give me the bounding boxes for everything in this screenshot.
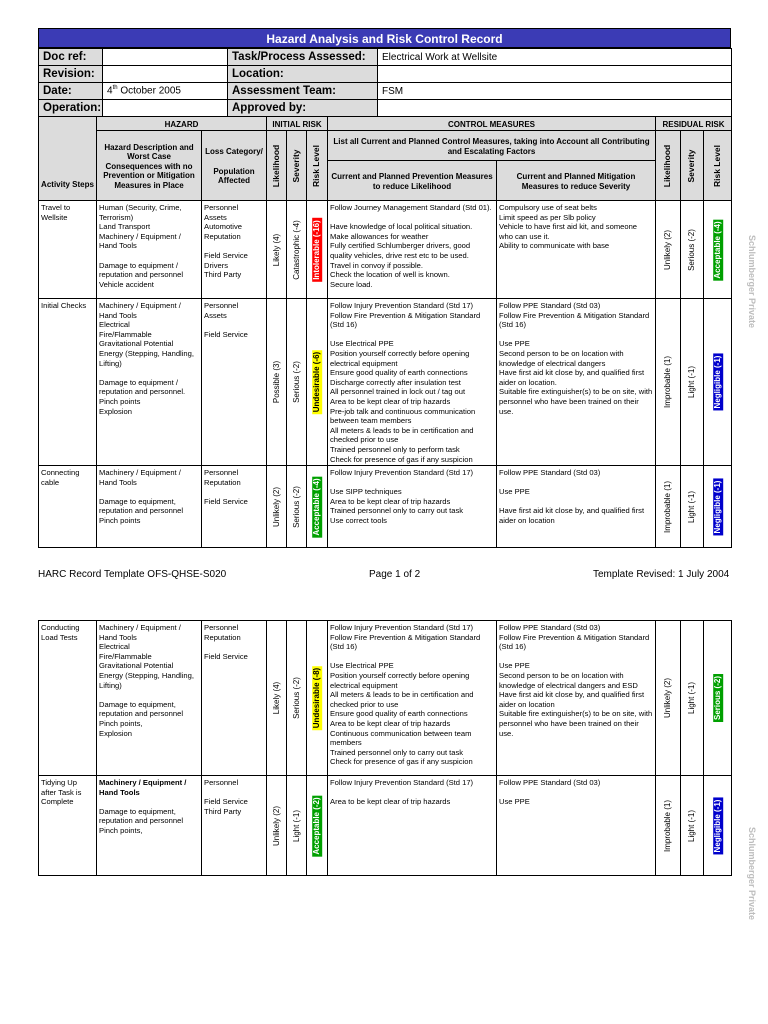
prevention-cell: Follow Injury Prevention Standard (Std 17) Follow Fire Prevention & Mitigation Standard (Std 16) Use Electrical PPE Position yourself correctly before opening electrical equipment Ensure good quality of earth connections Discharge correctly after insulation test All personnel trained in lock out / tag out Area to be kept clear of trip hazards Pre-job talk and continuous communication between team members All meters & leads to be in certification and checked prior to use Trained personnel only to perform task Check for presence of gas if any suspicion xyxy=(328,299,497,466)
date-value xyxy=(103,83,228,100)
severity-value: Light (-1) xyxy=(291,809,301,842)
footer-revision-date: Template Revised: 1 July 2004 xyxy=(593,569,730,580)
footer-page-number: Page 1 of 2 xyxy=(369,569,421,580)
task-label: Task/Process Assessed: xyxy=(228,49,378,66)
risk-badge: Undesirable (-6) xyxy=(312,351,322,413)
prevention-cell: Follow Injury Prevention Standard (Std 17) Area to be kept clear of trip hazards xyxy=(328,776,497,876)
hazard-cell: Machinery / Equipment / Hand Tools Damage to equipment, reputation and personnel Pinch points xyxy=(97,466,202,548)
res-risk-level-header xyxy=(704,131,732,201)
res-severity-cell xyxy=(681,299,704,466)
likelihood-header xyxy=(267,131,287,201)
res-severity-value: Serious (-2) xyxy=(687,228,697,271)
hazard-cell: Machinery / Equipment / Hand Tools Electrical Fire/Flammable Gravitational Potential Energy (Stepping, Handling, Lifting) Damage to equipment, reputation and personnel Pinch points, Explosion xyxy=(97,621,202,776)
activity-cell: Conducting Load Tests xyxy=(39,621,97,776)
control-measures-header: CONTROL MEASURES xyxy=(328,117,656,131)
loss-cell: Personnel Assets Automotive Reputation Field Service Drivers Third Party xyxy=(202,201,267,299)
doc-ref-label: Doc ref: xyxy=(39,49,103,66)
table-row xyxy=(39,776,732,876)
activity-cell: Initial Checks xyxy=(39,299,97,466)
activity-cell: Travel to Wellsite xyxy=(39,201,97,299)
document-title: Hazard Analysis and Risk Control Record xyxy=(38,28,731,48)
res-risk-badge: Serious (-2) xyxy=(712,675,722,721)
res-likelihood-header-text: Likelihood xyxy=(662,144,673,187)
res-severity-cell xyxy=(681,776,704,876)
operation-value xyxy=(103,100,228,117)
res-severity-cell xyxy=(681,466,704,548)
approved-label: Approved by: xyxy=(228,100,378,117)
res-likelihood-cell xyxy=(656,201,681,299)
risk-cell xyxy=(307,466,328,548)
mitigation-header: Current and Planned Mitigation Measures to reduce Severity xyxy=(497,161,656,201)
task-value: Electrical Work at Wellsite xyxy=(378,49,732,66)
res-likelihood-cell xyxy=(656,621,681,776)
loss-cell: Personnel Reputation Field Service xyxy=(202,466,267,548)
severity-value: Catastrophic (-4) xyxy=(291,219,301,280)
likelihood-header-text: Likelihood xyxy=(270,144,281,187)
prevention-header: Current and Planned Prevention Measures to reduce Likelihood xyxy=(328,161,497,201)
location-label: Location: xyxy=(228,66,378,83)
severity-value: Serious (-2) xyxy=(291,485,301,528)
hazard-group-header: HAZARD xyxy=(97,117,267,131)
hazard-table-page2 xyxy=(38,620,732,876)
revision-value xyxy=(103,66,228,83)
control-intro-header: List all Current and Planned Control Measures, taking into Account all Contributing and Escalating Factors xyxy=(328,131,656,161)
date-suffix: th xyxy=(112,85,118,92)
mitigation-cell: Follow PPE Standard (Std 03) Follow Fire Prevention & Mitigation Standard (Std 16) Use PPE Second person to be on location with knowledge of electrical dangers and ESD Have first aid kit close by, and qualified first aider on location Suitable fire extinguisher(s) to be on site, with personnel who have been trained on their use. xyxy=(497,621,656,776)
res-risk-cell xyxy=(704,466,732,548)
res-likelihood-value: Improbable (1) xyxy=(663,799,673,852)
risk-level-header xyxy=(307,131,328,201)
likelihood-cell xyxy=(267,201,287,299)
activity-steps-header: Activity Steps xyxy=(39,117,97,201)
res-severity-value: Light (-1) xyxy=(687,681,697,715)
likelihood-value: Possible (3) xyxy=(271,360,281,404)
likelihood-cell xyxy=(267,466,287,548)
hazard-description-header: Hazard Description and Worst Case Consequences with no Prevention or Mitigation Measures in Place xyxy=(97,131,202,201)
doc-ref-value xyxy=(103,49,228,66)
prevention-cell: Follow Injury Prevention Standard (Std 17) Use SIPP techniques Area to be kept clear of trip hazards Trained personnel only to carry out task Use correct tools xyxy=(328,466,497,548)
res-severity-header xyxy=(681,131,704,201)
likelihood-value: Likely (4) xyxy=(271,233,281,266)
severity-value: Serious (-2) xyxy=(291,677,301,719)
mitigation-cell: Compulsory use of seat belts Limit speed as per Slb policy Vehicle to have first aid kit, and someone who can use it. Ability to communicate with base xyxy=(497,201,656,299)
watermark-page1: Schlumberger Private xyxy=(747,235,757,329)
severity-cell xyxy=(287,201,307,299)
res-likelihood-value: Improbable (1) xyxy=(663,480,673,533)
loss-cell: Personnel Reputation Field Service xyxy=(202,621,267,776)
likelihood-value: Unlikely (2) xyxy=(271,486,281,527)
res-likelihood-header xyxy=(656,131,681,201)
table-row xyxy=(39,299,732,466)
record-header-table xyxy=(38,48,732,117)
res-risk-badge: Negligible (-1) xyxy=(712,480,722,533)
res-severity-value: Light (-1) xyxy=(687,490,697,523)
risk-cell xyxy=(307,201,328,299)
res-risk-cell xyxy=(704,201,732,299)
res-severity-header-text: Severity xyxy=(686,148,697,183)
res-risk-cell xyxy=(704,299,732,466)
activity-cell: Connecting cable xyxy=(39,466,97,548)
res-risk-badge: Negligible (-1) xyxy=(712,799,722,852)
likelihood-cell xyxy=(267,299,287,466)
prevention-cell: Follow Journey Management Standard (Std 01). Have knowledge of local political situation. Make allowances for weather Fully certified Schlumberger drivers, good quality vehicles, drive rest etc to be used. Travel in convoy if possible. Check the location of well is known. Secure load. xyxy=(328,201,497,299)
date-day: 4 xyxy=(107,85,113,97)
risk-cell xyxy=(307,776,328,876)
severity-header-text: Severity xyxy=(290,148,301,183)
residual-risk-header: RESIDUAL RISK xyxy=(656,117,732,131)
res-likelihood-cell xyxy=(656,299,681,466)
risk-badge: Intolerable (-16) xyxy=(312,219,322,280)
loss-category-header: Loss Category/ Population Affected xyxy=(202,131,267,201)
res-risk-badge: Negligible (-1) xyxy=(712,355,722,409)
likelihood-cell xyxy=(267,776,287,876)
date-label: Date: xyxy=(39,83,103,100)
mitigation-cell: Follow PPE Standard (Std 03) Follow Fire Prevention & Mitigation Standard (Std 16) Use PPE Second person to be on location with knowledge of electrical dangers Have first aid kit close by, and qualified first aider on location. Suitable fire extinguisher(s) to be on site, with personnel who have been trained on their use. xyxy=(497,299,656,466)
risk-level-header-text: Risk Level xyxy=(311,144,322,187)
hazard-cell: Human (Security, Crime, Terrorism) Land Transport Machinery / Equipment / Hand Tools Damage to equipment / reputation and personnel Vehicle accident xyxy=(97,201,202,299)
hazard-cell xyxy=(97,776,202,876)
watermark-page2: Schlumberger Private xyxy=(747,827,757,921)
risk-cell xyxy=(307,299,328,466)
hazard-bold-text: Machinery / Equipment / Hand Tools xyxy=(99,778,187,797)
risk-badge: Undesirable (-8) xyxy=(312,667,322,729)
severity-cell xyxy=(287,466,307,548)
date-rest: October 2005 xyxy=(117,85,181,97)
severity-header xyxy=(287,131,307,201)
res-severity-cell xyxy=(681,621,704,776)
risk-badge: Acceptable (-2) xyxy=(312,796,322,855)
risk-cell xyxy=(307,621,328,776)
table-row xyxy=(39,621,732,776)
mitigation-cell: Follow PPE Standard (Std 03) Use PPE xyxy=(497,776,656,876)
res-likelihood-value: Unlikely (2) xyxy=(663,677,673,719)
res-likelihood-cell xyxy=(656,776,681,876)
mitigation-cell: Follow PPE Standard (Std 03) Use PPE Have first aid kit close by, and qualified first aider on location xyxy=(497,466,656,548)
footer-template-id: HARC Record Template OFS-QHSE-S020 xyxy=(38,569,227,580)
team-value: FSM xyxy=(378,83,732,100)
res-severity-value: Light (-1) xyxy=(687,365,697,399)
initial-risk-header: INITIAL RISK xyxy=(267,117,328,131)
operation-label: Operation: xyxy=(39,100,103,117)
activity-cell: Tidying Up after Task is Complete xyxy=(39,776,97,876)
severity-cell xyxy=(287,299,307,466)
hazard-table-page1 xyxy=(38,116,732,548)
res-risk-badge: Acceptable (-4) xyxy=(712,220,722,279)
res-severity-value: Light (-1) xyxy=(687,809,697,842)
likelihood-value: Likely (4) xyxy=(271,681,281,715)
severity-cell xyxy=(287,621,307,776)
res-risk-level-header-text: Risk Level xyxy=(711,144,722,187)
revision-label: Revision: xyxy=(39,66,103,83)
loss-cell: Personnel Assets Field Service xyxy=(202,299,267,466)
res-likelihood-cell xyxy=(656,466,681,548)
severity-cell xyxy=(287,776,307,876)
hazard-text: Damage to equipment, reputation and personnel Pinch points, xyxy=(99,806,184,835)
res-severity-cell xyxy=(681,201,704,299)
res-likelihood-value: Unlikely (2) xyxy=(663,229,673,270)
table-row xyxy=(39,466,732,548)
location-value xyxy=(378,66,732,83)
severity-value: Serious (-2) xyxy=(291,361,301,403)
res-risk-cell xyxy=(704,776,732,876)
loss-cell: Personnel Field Service Third Party xyxy=(202,776,267,876)
likelihood-cell xyxy=(267,621,287,776)
risk-badge: Acceptable (-4) xyxy=(312,477,322,536)
res-likelihood-value: Improbable (1) xyxy=(663,355,673,409)
table-row xyxy=(39,201,732,299)
res-risk-cell xyxy=(704,621,732,776)
likelihood-value: Unlikely (2) xyxy=(271,805,281,846)
prevention-cell: Follow Injury Prevention Standard (Std 17) Follow Fire Prevention & Mitigation Standard (Std 16) Use Electrical PPE Position yourself correctly before opening electrical equipment All meters & leads to be in certification and checked prior to use Ensure good quality of earth connections Area to be kept clear of trip hazards Continuous communication between team members Trained personnel only to carry out task Check for presence of gas if any suspicion xyxy=(328,621,497,776)
approved-value xyxy=(378,100,732,117)
hazard-cell: Machinery / Equipment / Hand Tools Electrical Fire/Flammable Gravitational Potential Energy (Stepping, Handling, Lifting) Damage to equipment / reputation and personnel. Pinch points Explosion xyxy=(97,299,202,466)
team-label: Assessment Team: xyxy=(228,83,378,100)
